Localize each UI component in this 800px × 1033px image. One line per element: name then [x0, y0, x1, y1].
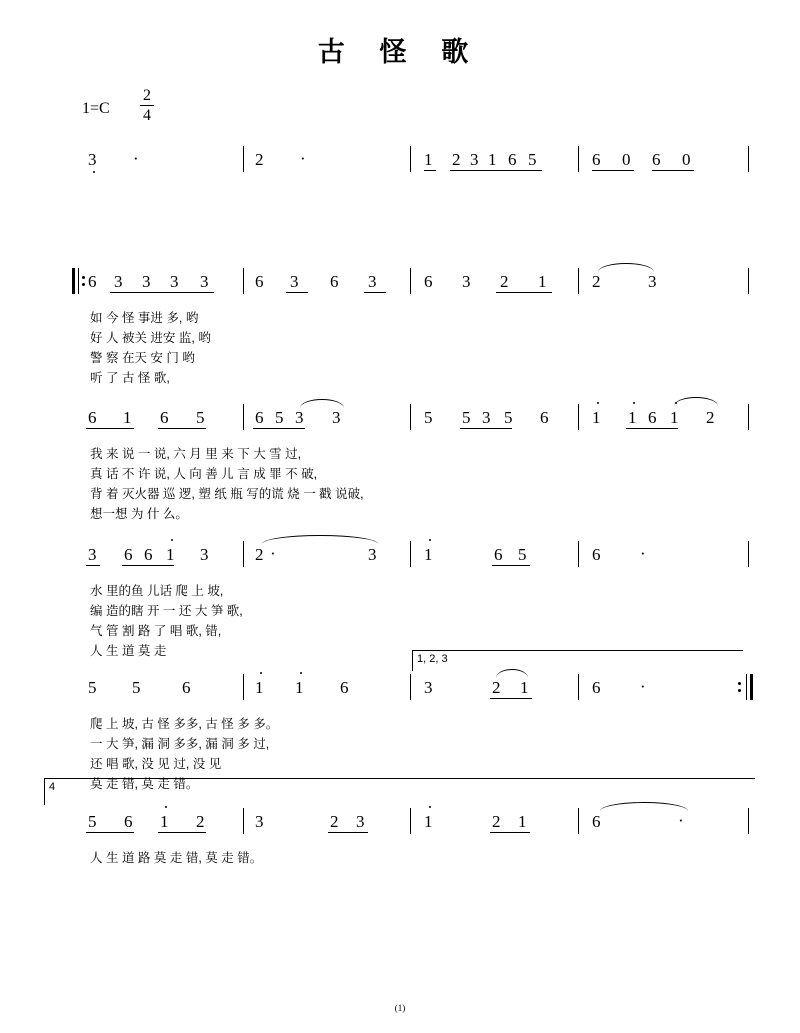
note: 1	[488, 150, 497, 169]
tie-slur	[262, 535, 378, 544]
beam-underline	[158, 832, 206, 833]
lyric-line: 听 了 古 怪 歌,	[90, 371, 170, 385]
barline	[578, 541, 579, 567]
barline	[243, 146, 244, 172]
note: 3	[200, 545, 209, 564]
beam-underline	[450, 170, 542, 171]
beam-underline	[86, 832, 134, 833]
lyric-line: 如 今 怪 事进 多, 哟	[90, 311, 199, 325]
note: 2	[592, 272, 601, 291]
note: 6	[592, 545, 601, 564]
note: 5	[196, 408, 205, 427]
note: 2	[330, 812, 339, 831]
note: 3	[368, 545, 377, 564]
beam-underline	[364, 292, 386, 293]
system-5	[0, 781, 800, 872]
lyric-line: 真 话 不 许 说, 人 向 善 儿 言 成 罪 不 破,	[90, 467, 318, 481]
barline	[748, 404, 749, 430]
note-dot: ·	[270, 544, 276, 563]
note: 6	[255, 408, 264, 427]
note: 2	[452, 150, 461, 169]
barline	[243, 268, 244, 294]
repeat-end-thin-barline	[746, 674, 747, 700]
beam-underline	[492, 565, 530, 566]
note: 1	[166, 545, 175, 564]
beam-underline	[110, 292, 214, 293]
note: 2	[500, 272, 509, 291]
beam-underline	[86, 428, 134, 429]
note: 1	[424, 545, 433, 564]
note: 1	[424, 150, 433, 169]
note: 5	[275, 408, 284, 427]
note: 3	[170, 272, 179, 291]
key-signature: 1=C	[82, 100, 110, 117]
note: 1	[123, 408, 132, 427]
note: 6	[540, 408, 549, 427]
note: 6	[182, 678, 191, 697]
system-3	[0, 544, 800, 658]
note: 6	[508, 150, 517, 169]
note: 2	[255, 150, 264, 169]
note: 1	[670, 408, 679, 427]
note: 5	[424, 408, 433, 427]
repeat-start-thick-barline	[72, 268, 75, 294]
lyric-line: 警 察 在天 安 门 哟	[90, 351, 195, 365]
note: 5	[88, 812, 97, 831]
note: 5	[132, 678, 141, 697]
barline	[748, 541, 749, 567]
tie-slur	[300, 399, 344, 408]
note: 6	[88, 272, 97, 291]
beam-underline	[253, 428, 305, 429]
lyric-line: 想一想 为 什 么。	[90, 507, 188, 521]
lyric-line: 水 里的鱼 儿话 爬 上 坡,	[90, 584, 224, 598]
note: 2	[706, 408, 715, 427]
volta-label: 4	[49, 781, 56, 793]
barline	[410, 674, 411, 700]
note: 3	[200, 272, 209, 291]
time-signature	[135, 88, 159, 123]
beam-underline	[122, 565, 174, 566]
note: 1	[520, 678, 529, 697]
beam-underline	[490, 832, 530, 833]
page-number: (1)	[394, 1003, 406, 1013]
barline	[243, 674, 244, 700]
barline	[410, 541, 411, 567]
beam-underline	[424, 170, 436, 171]
note: 1	[518, 812, 527, 831]
note: 6	[330, 272, 339, 291]
note: 6	[648, 408, 657, 427]
note: 1	[160, 812, 169, 831]
barline	[578, 146, 579, 172]
note: 3	[356, 812, 365, 831]
note: 3	[470, 150, 479, 169]
beam-underline	[328, 832, 368, 833]
tie-slur	[674, 397, 718, 406]
beam-underline	[592, 170, 634, 171]
note: 1	[295, 678, 304, 697]
beam-underline	[626, 428, 678, 429]
octave-dot-above	[165, 806, 167, 808]
barline	[410, 808, 411, 834]
barline	[410, 404, 411, 430]
repeat-start-thin-barline	[78, 268, 79, 294]
barline	[410, 268, 411, 294]
note: 3	[142, 272, 151, 291]
note: 3	[255, 812, 264, 831]
note: 3	[88, 150, 97, 169]
note: 1	[255, 678, 264, 697]
lyric-line: 人 生 道 莫 走	[90, 644, 167, 658]
note: 6	[340, 678, 349, 697]
note-dot: ·	[300, 149, 306, 168]
note: 1	[538, 272, 547, 291]
note: 6	[494, 545, 503, 564]
note: 2	[492, 678, 501, 697]
lyric-line: 一 大 笋, 漏 洞 多多, 漏 洞 多 过,	[90, 737, 270, 751]
lyric-line: 气 管 割 路 了 唱 歌, 错,	[90, 624, 222, 638]
note: 2	[255, 545, 264, 564]
note: 2	[196, 812, 205, 831]
octave-dot-below	[93, 171, 95, 173]
system-4	[0, 653, 800, 791]
octave-dot-above	[633, 402, 635, 404]
note: 1	[592, 408, 601, 427]
note: 5	[88, 678, 97, 697]
page-title: 古 怪 歌	[317, 37, 483, 67]
beam-underline	[490, 698, 532, 699]
note: 0	[682, 150, 691, 169]
note: 6	[144, 545, 153, 564]
beam-underline	[652, 170, 694, 171]
note-dot: ·	[678, 811, 684, 830]
note: 5	[518, 545, 527, 564]
note: 0	[622, 150, 631, 169]
repeat-end-dots	[738, 678, 741, 696]
note: 6	[424, 272, 433, 291]
note: 3	[332, 408, 341, 427]
barline	[748, 268, 749, 294]
volta-bracket-123	[412, 650, 743, 671]
note-dot: ·	[640, 677, 646, 696]
note-dot: ·	[640, 544, 646, 563]
note: 1	[424, 812, 433, 831]
lyric-line: 爬 上 坡, 古 怪 多多, 古 怪 多 多。	[90, 717, 279, 731]
note: 3	[482, 408, 491, 427]
note: 3	[648, 272, 657, 291]
volta-bracket-4	[44, 778, 755, 805]
barline	[410, 146, 411, 172]
system-2	[0, 408, 800, 521]
note: 6	[592, 812, 601, 831]
note: 6	[652, 150, 661, 169]
note: 3	[88, 545, 97, 564]
beam-underline	[460, 428, 512, 429]
note: 6	[124, 812, 133, 831]
barline	[578, 808, 579, 834]
barline	[748, 808, 749, 834]
note-dot: ·	[133, 149, 139, 168]
barline	[748, 146, 749, 172]
barline	[578, 268, 579, 294]
tie-slur	[598, 263, 654, 272]
note: 3	[462, 272, 471, 291]
barline	[578, 674, 579, 700]
note: 6	[592, 150, 601, 169]
octave-dot-above	[300, 672, 302, 674]
barline	[243, 808, 244, 834]
note: 6	[592, 678, 601, 697]
note: 5	[528, 150, 537, 169]
meter-divider	[140, 105, 154, 106]
barline	[243, 404, 244, 430]
note: 3	[368, 272, 377, 291]
note: 6	[255, 272, 264, 291]
repeat-dots	[82, 272, 85, 290]
lyric-line: 莫 走 错, 莫 走 错。	[90, 777, 199, 791]
note: 6	[160, 408, 169, 427]
meter-denominator: 4	[143, 107, 151, 124]
note: 6	[88, 408, 97, 427]
volta-label: 1, 2, 3	[417, 653, 448, 665]
note: 1	[628, 408, 637, 427]
lyric-line: 还 唱 歌, 没 见 过, 没 见	[90, 757, 222, 771]
note: 3	[424, 678, 433, 697]
system-1	[0, 272, 800, 385]
lyric-line: 好 人 被关 进安 监, 哟	[90, 331, 211, 345]
lyric-line: 编 造的瞎 开 一 还 大 笋 歌,	[90, 604, 243, 618]
note: 3	[114, 272, 123, 291]
note: 3	[290, 272, 299, 291]
note: 2	[492, 812, 501, 831]
octave-dot-above	[171, 539, 173, 541]
repeat-end-thick-barline	[750, 674, 753, 700]
octave-dot-above	[429, 806, 431, 808]
lyric-line: 我 来 说 一 说, 六 月 里 来 下 大 雪 过,	[90, 447, 302, 461]
note: 5	[504, 408, 513, 427]
beam-underline	[496, 292, 552, 293]
lyric-line: 背 着 灭火器 巡 逻, 塑 纸 瓶 写的谎 烧 一 戳 说破,	[90, 487, 364, 501]
beam-underline	[86, 565, 100, 566]
meter-numerator: 2	[143, 87, 151, 104]
octave-dot-above	[429, 539, 431, 541]
octave-dot-above	[597, 402, 599, 404]
octave-dot-above	[260, 672, 262, 674]
system-intro	[0, 150, 800, 200]
note: 5	[462, 408, 471, 427]
note: 6	[124, 545, 133, 564]
beam-underline	[286, 292, 308, 293]
lyric-line: 人 生 道 路 莫 走 错, 莫 走 错。	[90, 851, 263, 865]
note: 3	[295, 408, 304, 427]
barline	[578, 404, 579, 430]
beam-underline	[158, 428, 206, 429]
barline	[243, 541, 244, 567]
